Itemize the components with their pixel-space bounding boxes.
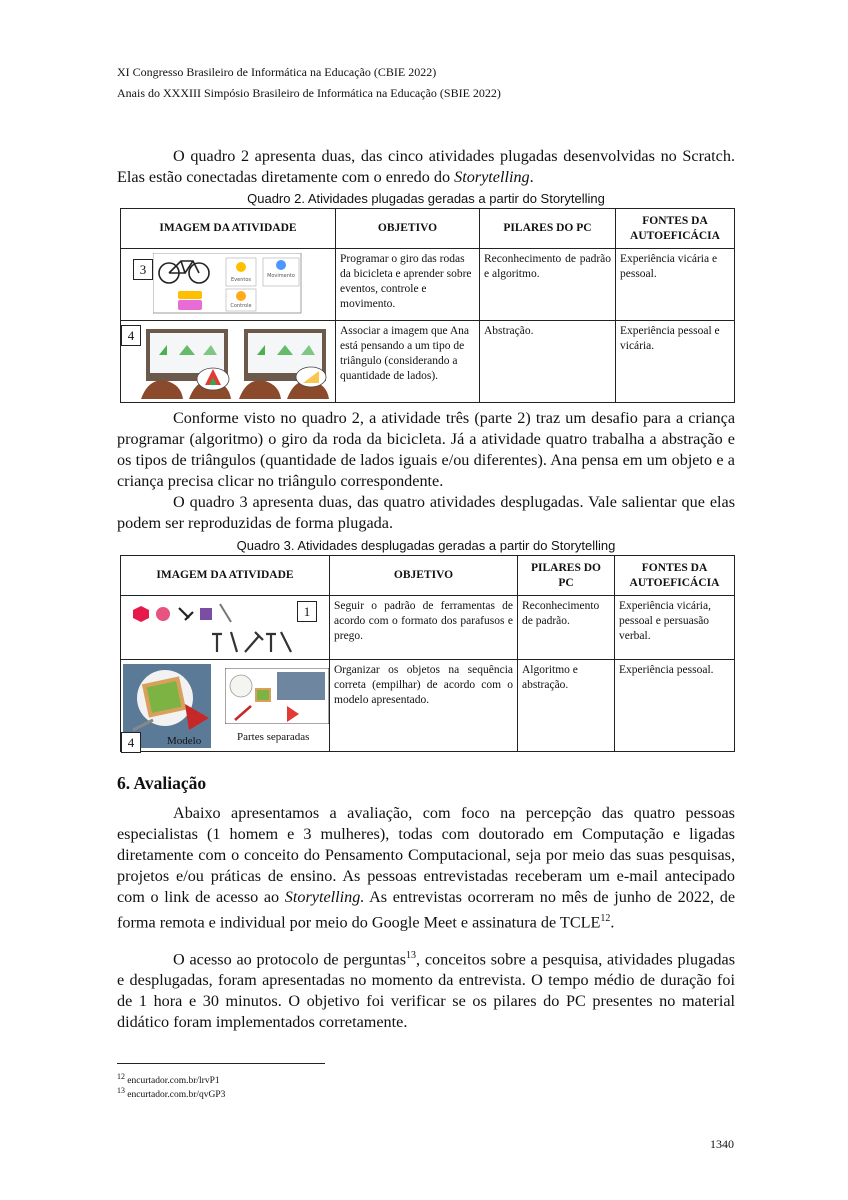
activity-number: 4 bbox=[121, 732, 141, 753]
wrench-icon bbox=[266, 634, 276, 652]
intro-paragraph: O quadro 2 apresenta duas, das cinco atividades plugadas desenvolvidas no Scratch. Elas estão conectadas diretamente com o enredo do Storytelling. bbox=[117, 147, 735, 186]
eventos-label: Eventos bbox=[231, 277, 251, 283]
hexagon-bolt-icon bbox=[133, 606, 149, 622]
col-header-fontes: FONTES DA AUTOEFICÁCIA bbox=[615, 556, 735, 596]
paragraph-avaliacao: Abaixo apresentamos a avaliação, com foco na percepção das quatro pessoas especialistas (1 homem e 3 mulheres), todas com doutorado em Computação e ligadas diretamente com o conceito do Pensamento Computacional, seja por meio das suas pesquisas, projetos e/ou práticas de ensino. As pessoas entrevistadas receberam um e-mail antecipado com o link de acesso ao Storytelling. As entrevistas ocorreram no mês de junho de 2022, de forma remota e individual por meio do Google Meet e assinatura de TCLE$^{12}$. bbox=[117, 804, 735, 932]
laptop-icon bbox=[141, 329, 231, 399]
square-bolt-icon bbox=[200, 608, 212, 620]
fontes-cell: Experiência vicária, pessoal e persuasão verbal. bbox=[615, 596, 735, 660]
screwdriver-icon bbox=[231, 632, 237, 652]
objetivo-cell: Organizar os objetos na sequência correta (empilhar) de acordo com o modelo apresentado. bbox=[330, 660, 518, 752]
quadro3-caption: Quadro 3. Atividades desplugadas geradas a partir do Storytelling bbox=[236, 538, 616, 553]
scratch-bicycle-illustration bbox=[153, 253, 303, 315]
pilares-cell: Abstração. bbox=[480, 321, 616, 403]
objetivo-cell: Seguir o padrão de ferramentas de acordo com o formato dos parafusos e prego. bbox=[330, 596, 518, 660]
activity-number: 1 bbox=[297, 601, 317, 622]
col-header-objetivo: OBJETIVO bbox=[330, 556, 518, 596]
screwdriver-icon bbox=[281, 632, 291, 652]
objetivo-cell: Programar o giro das rodas da bicicleta e aprender sobre eventos, controle e movimento. bbox=[336, 249, 480, 321]
activity-number: 4 bbox=[121, 325, 141, 346]
triangle-laptops-illustration bbox=[141, 327, 331, 399]
partes-separadas-label: Partes separadas bbox=[237, 731, 310, 743]
screw-icon bbox=[179, 608, 193, 620]
controle-icon bbox=[236, 291, 246, 301]
modelo-label: Modelo bbox=[167, 735, 202, 747]
activity-image-cell bbox=[121, 249, 336, 321]
round-bolt-icon bbox=[156, 607, 170, 621]
activity-image-cell bbox=[121, 596, 330, 660]
pilares-cell: Algoritmo e abstração. bbox=[518, 660, 615, 752]
footnote-ref-12: 12 bbox=[600, 913, 611, 924]
sandwich-parts-illustration bbox=[225, 668, 329, 724]
col-header-objetivo: OBJETIVO bbox=[336, 209, 480, 249]
col-header-pilares: PILARES DO PC bbox=[518, 556, 615, 596]
activity-image-cell bbox=[121, 660, 330, 752]
controle-label: Controle bbox=[230, 303, 252, 309]
quadro2-table bbox=[120, 208, 735, 403]
footnote-separator bbox=[117, 1063, 325, 1064]
activity-image-cell bbox=[121, 321, 336, 403]
fontes-cell: Experiência pessoal. bbox=[615, 660, 735, 752]
wrench-icon bbox=[212, 634, 222, 652]
pilares-cell: Reconhecimento de padrão. bbox=[518, 596, 615, 660]
col-header-imagem: IMAGEM DA ATIVIDADE bbox=[121, 556, 330, 596]
movimento-label: Movimento bbox=[267, 273, 295, 279]
col-header-fontes: FONTES DA AUTOEFICÁCIA bbox=[616, 209, 735, 249]
scratch-block-1 bbox=[178, 291, 202, 299]
page-number: 1340 bbox=[710, 1137, 734, 1151]
quadro2-caption: Quadro 2. Atividades plugadas geradas a partir do Storytelling bbox=[247, 191, 605, 206]
footnote-12: $^{12}$ encurtador.com.br/lrvP1 bbox=[117, 1072, 220, 1087]
footnote-13: $^{13}$ encurtador.com.br/qvGP3 bbox=[117, 1086, 226, 1101]
scratch-block-2 bbox=[178, 300, 202, 310]
tools-pattern-illustration bbox=[125, 600, 295, 656]
quadro3-table bbox=[120, 555, 735, 752]
fontes-cell: Experiência vicária e pessoal. bbox=[616, 249, 735, 321]
eventos-icon bbox=[236, 262, 246, 272]
activity-number: 3 bbox=[133, 259, 153, 280]
laptop-icon bbox=[239, 329, 329, 399]
nail-icon bbox=[220, 604, 231, 622]
fontes-cell: Experiência pessoal e vicária. bbox=[616, 321, 735, 403]
col-header-imagem: IMAGEM DA ATIVIDADE bbox=[121, 209, 336, 249]
paragraph-quadro2-analysis: Conforme visto no quadro 2, a atividade três (parte 2) traz um desafio para a criança programar (algoritmo) o giro da roda da bicicleta. Já a atividade quatro trabalha a abstração e os tipos de triângulos (quantidade de lados iguais e/ou diferentes). Ana pensa em um objeto e a criança precisa clicar no triângulo correspondente. bbox=[117, 409, 735, 490]
header-line-2: Anais do XXXIII Simpósio Brasileiro de Informática na Educação (SBIE 2022) bbox=[117, 86, 501, 100]
footnote-ref-13: 13 bbox=[406, 950, 417, 961]
paragraph-protocolo: O acesso ao protocolo de perguntas$^{13}$, conceitos sobre a pesquisa, atividades plugadas e desplugadas, foram apresentadas no momento da entrevista. O tempo médio de duração foi de 1 hora e 30 minutos. O objetivo foi verificar se os pilares do PC presentes no material didático foram implementados corretamente. bbox=[117, 950, 735, 1032]
movimento-icon bbox=[276, 260, 286, 270]
objetivo-cell: Associar a imagem que Ana está pensando a um tipo de triângulo (considerando a quantidade de lados). bbox=[336, 321, 480, 403]
section-title: 6. Avaliação bbox=[117, 773, 207, 793]
paragraph-quadro3-intro: O quadro 3 apresenta duas, das quatro atividades desplugadas. Vale salientar que elas podem ser reproduzidas de forma plugada. bbox=[117, 493, 735, 532]
col-header-pilares: PILARES DO PC bbox=[480, 209, 616, 249]
pilares-cell: Reconhecimento de padrão e algoritmo. bbox=[480, 249, 616, 321]
bicycle-icon bbox=[159, 261, 209, 283]
header-line-1: XI Congresso Brasileiro de Informática na Educação (CBIE 2022) bbox=[117, 65, 437, 79]
hammer-icon bbox=[245, 632, 263, 652]
